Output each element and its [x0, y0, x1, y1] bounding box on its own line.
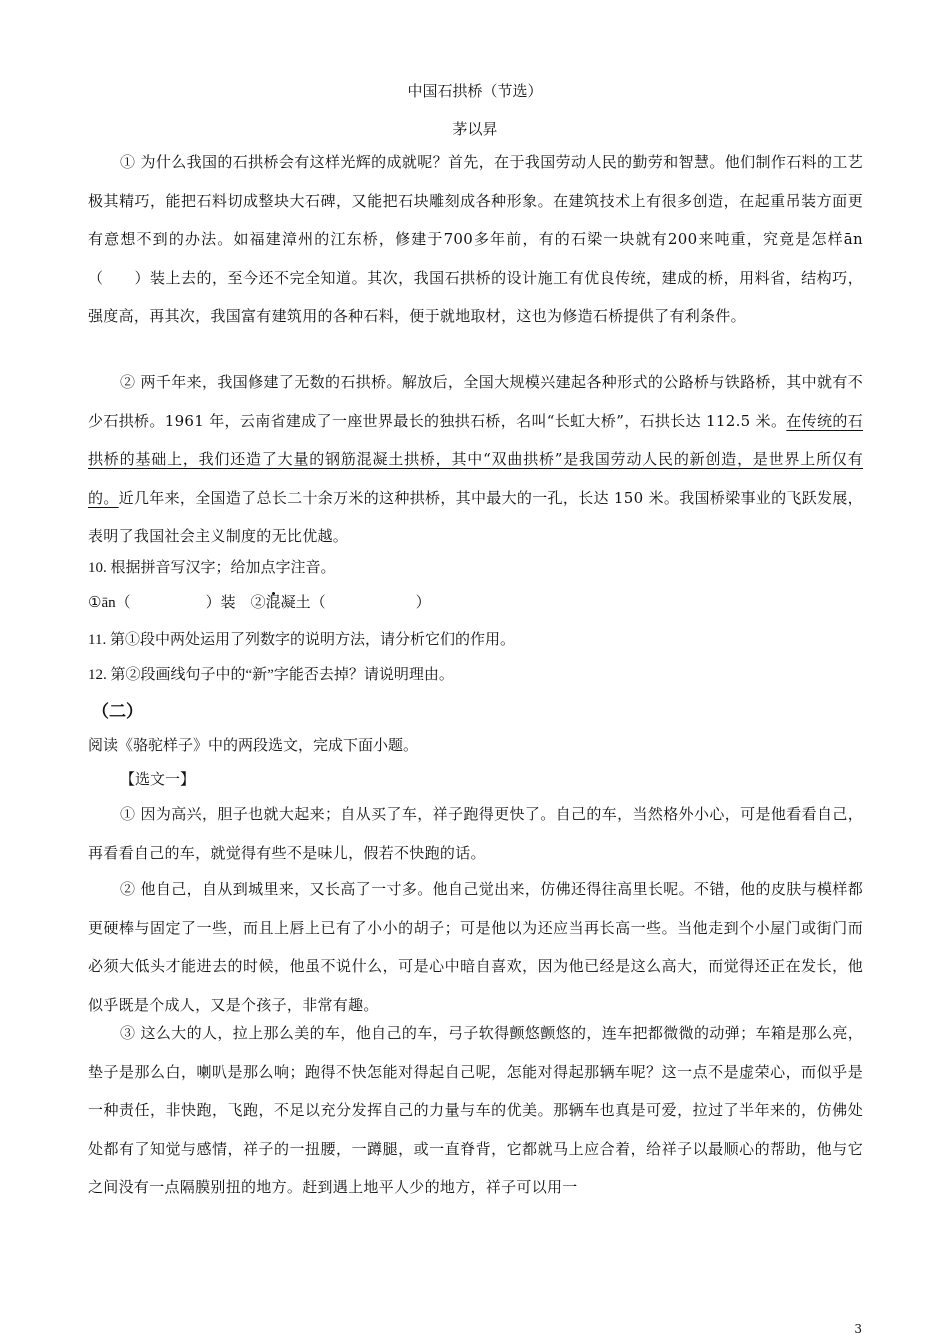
section-intro: 阅读《骆驼样子》中的两段选文，完成下面小题。 — [88, 738, 419, 754]
article-paragraph-2: ② 两千年来，我国修建了无数的石拱桥。解放后，全国大规模兴建起各种形式的公路桥与铁路桥，其中就有不少石拱桥。1961 年，云南省建成了一座世界最长的独拱石桥，名叫“长虹大桥”，石拱长达 112.5 米。在传统的石拱桥的基础上，我们还造了大量的钢筋混凝土拱桥，其中“双曲拱桥”是我国劳动人民的新创造，是世界上所仅有的。近几年来，全国造了总长二十余万米的这种拱桥，其中最大的一孔，长达 150 米。我国桥梁事业的飞跃发展，表明了我国社会主义制度的无比优越。 — [88, 373, 863, 545]
excerpt-paragraph-2: ② 他自己，自从到城里来，又长高了一寸多。他自己觉出来，仿佛还得往高里长呢。不错，他的皮肤与模样都更硬棒与固定了一些，而且上唇上已有了小小的胡子；可是他以为还应当再长高一些。当他走到个小屋门或街门而必须大低头才能进去的时候，他虽不说什么，可是心中暗自喜欢，因为他已经是这么高大，而觉得还正在发长，他似乎既是个成人，又是个孩子，非常有趣。 — [88, 880, 863, 1014]
underlined-sentence: 在传统的石拱桥的基础上，我们还造了大量的钢筋混凝土拱桥，其中“双曲拱桥”是我国劳动人民的新创造，是世界上所仅有的。 — [88, 411, 863, 507]
excerpt-paragraph-3: ③ 这么大的人，拉上那么美的车，他自己的车，弓子软得颤悠颤悠的，连车把都微微的动弹；车箱是那么亮，垫子是那么白，喇叭是那么响；跑得不快怎能对得起自己呢，怎能对得起那辆车呢？这一点不是虚荣心，而似乎是一种责任，非快跑，飞跑，不足以充分发挥自己的力量与车的优美。那辆车也真是可爱，拉过了半年来的，仿佛处处都有了知觉与感情，祥子的一扭腰，一蹲腿，或一直脊背，它都就马上应合着，给祥子以最顺心的帮助，他与它之间没有一点隔膜别扭的地方。赶到遇上地平人少的地方，祥子可以用一 — [88, 1024, 863, 1196]
article-paragraph-1: ① 为什么我国的石拱桥会有这样光辉的成就呢？首先，在于我国劳动人民的勤劳和智慧。他们制作石料的工艺极其精巧，能把石料切成整块大石碑，又能把石块雕刻成各种形象。在建筑技术上有很多创造，在起重吊装方面更有意想不到的办法。如福建漳州的江东桥，修建于700多年前，有的石梁一块就有200来吨重，究竟是怎样ān（ ）装上去的，至今还不完全知道。其次，我国石拱桥的设计施工有优良传统，建成的桥，用料省，结构巧，强度高，再其次，我国富有建筑用的各种石料，便于就地取材，这也为修造石桥提供了有利条件。 — [88, 153, 863, 325]
page-number: 3 — [854, 1322, 862, 1336]
article-author: 茅以昇 — [452, 120, 498, 138]
pinyin-blank: ān（ ） — [88, 230, 863, 287]
question-10-subitems: ①ān（ ）装 ②混凝土（ ） — [88, 595, 431, 611]
dotted-character: 混 — [265, 595, 281, 611]
article-title: 中国石拱桥（节选） — [407, 82, 543, 100]
question-11: 11. 第①段中两处运用了列数字的说明方法，请分析它们的作用。 — [88, 632, 515, 648]
excerpt-label: 【选文一】 — [120, 772, 196, 788]
section-heading: （二） — [92, 702, 143, 722]
question-10: 10. 根据拼音写汉字；给加点字注音。 — [88, 560, 336, 576]
q10-item-a: ①ān（ ）装 — [88, 595, 236, 611]
question-12: 12. 第②段画线句子中的“新”字能否去掉？请说明理由。 — [88, 667, 454, 683]
excerpt-paragraph-1: ① 因为高兴，胆子也就大起来；自从买了车，祥子跑得更快了。自己的车，当然格外小心，可是他看看自己，再看看自己的车，就觉得有些不是味儿，假若不快跑的话。 — [88, 805, 863, 862]
